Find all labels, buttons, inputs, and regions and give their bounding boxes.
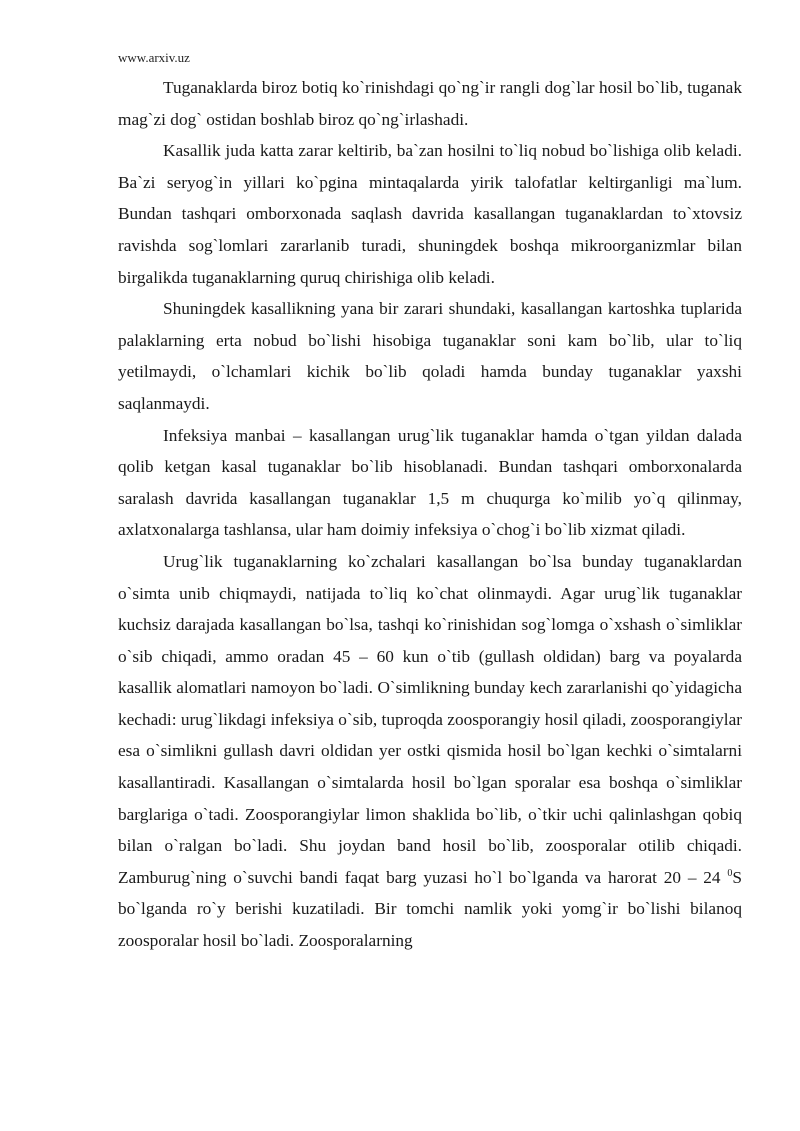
paragraph-seed-tubers (118, 546, 742, 957)
paragraph-seed-tubers-text-end: S bo`lganda ro`y berishi kuzatiladi. Bir tomchi namlik yoki yomg`ir bo`lishi bilanoq zoosporalar hosil bo`ladi. Zoosporalarning (118, 867, 742, 951)
paragraph-damage: Kasallik juda katta zarar keltirib, ba`zan hosilni to`liq nobud bo`lishiga olib keladi. Ba`zi seryog`in yillari ko`pgina mintaqalarda yirik talofatlar keltirganligi ma`lum. Bundan tashqari omborxonada saqlash davrida kasallangan tuganaklardan to`xtovsiz ravishda sog`lomlari zararlanib turadi, shuningdek boshqa mikroorganizmlar bilan birgalikda tuganaklarning quruq chirishiga olib keladi. (118, 141, 742, 287)
page-body (118, 72, 742, 957)
site-url: www.arxiv.uz (118, 50, 190, 65)
degree-superscript: 0 (727, 868, 733, 880)
paragraph-seed-tubers-text-start: Urug`lik tuganaklarning ko`zchalari kasallangan bo`lsa bunday tuganaklardan o`simta unib chiqmaydi, natijada to`liq ko`chat olinmaydi. Agar urug`lik tuganaklar kuchsiz darajada kasallangan bo`lsa, tashqi ko`rinishidan sog`lomga o`xshash o`simliklar o`sib chiqadi, ammo oradan 45 – 60 kun o`tib (gullash oldidan) barg va poyalarda kasallik alomatlari namoyon bo`ladi. O`simlikning bunday kech zararlanishi qo`yidagicha kechadi: urug`likdagi infeksiya o`sib, tuproqda zoosporangiy hosil qiladi, zoosporangiylar esa o`simlikni gullash davri oldidan yer ostki qismida hosil bo`lgan kechki o`simtalarni kasallantiradi. Kasallangan o`simtalarda hosil bo`lgan sporalar esa boshqa o`simliklar barglariga o`tadi. Zoosporangiylar limon shaklida bo`lib, o`tkir uchi qalinlashgan qobiq bilan o`ralgan bo`ladi. Shu joydan band hosil bo`lib, zoosporalar otilib chiqadi. Zamburug`ning o`suvchi bandi faqat barg yuzasi ho`l bo`lganda va harorat 20 – 24 (118, 551, 742, 887)
paragraph-tuber-spots: Tuganaklarda biroz botiq ko`rinishdagi qo`ng`ir rangli dog`lar hosil bo`lib, tuganak mag`zi dog` ostidan boshlab biroz qo`ng`irlashadi. (118, 78, 742, 129)
paragraph-further-damage: Shuningdek kasallikning yana bir zarari shundaki, kasallangan kartoshka tuplarida palaklarning erta nobud bo`lishi hisobiga tuganaklar soni kam bo`lib, ular to`liq yetilmaydi, o`lchamlari kichik bo`lib qoladi hamda bunday tuganaklar yaxshi saqlanmaydi. (118, 299, 742, 413)
paragraph-infection-source: Infeksiya manbai – kasallangan urug`lik tuganaklar hamda o`tgan yildan dalada qolib ketgan kasal tuganaklar bo`lib hisoblanadi. Bundan tashqari omborxonalarda saralash davrida kasallangan tuganaklar 1,5 m chuqurga ko`milib yo`q qilinmay, axlatxonalarga tashlansa, ular ham doimiy infeksiya o`chog`i bo`lib xizmat qiladi. (118, 425, 742, 540)
